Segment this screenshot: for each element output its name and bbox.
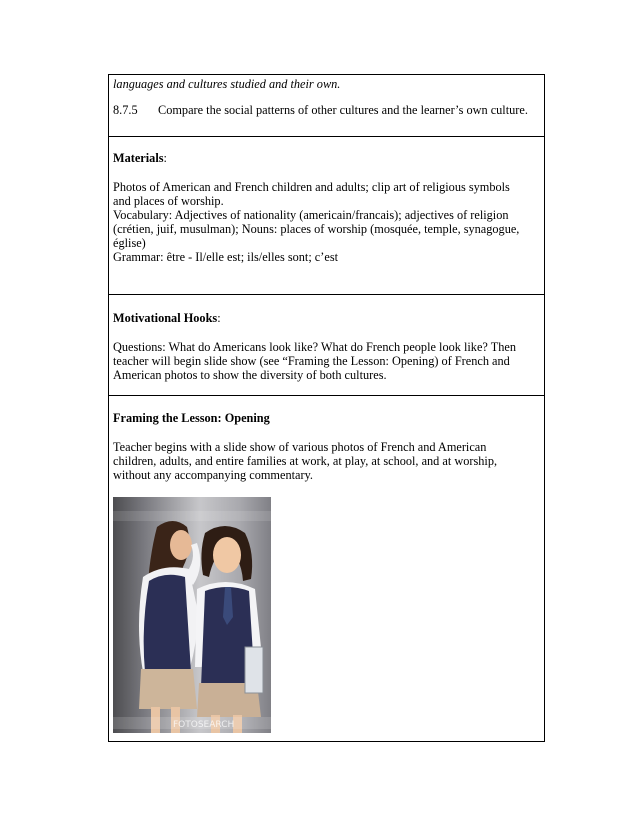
materials-heading-line — [113, 151, 167, 166]
students-photo — [113, 497, 271, 733]
hooks-line: Questions: What do Americans look like? What do French people look like? Then — [113, 340, 516, 354]
standards-text-line: languages and cultures studied and their own. — [113, 77, 341, 91]
students-illustration — [113, 497, 271, 733]
photo-watermark: FOTOSEARCH — [173, 720, 235, 730]
materials-line: Grammar: être - Il/elle est; ils/elles sont; c’est — [113, 250, 339, 264]
standard-number: 8.7.5 — [113, 103, 138, 117]
materials-colon: : — [163, 151, 167, 165]
hooks-heading: Motivational Hooks — [113, 311, 218, 325]
materials-line: (crétien, juif, musulman); Nouns: places of worship (mosquée, temple, synagogue, — [113, 222, 520, 236]
materials-line: Photos of American and French children and adults; clip art of religious symbols — [113, 180, 510, 194]
framing-heading: Framing the Lesson: Opening — [113, 411, 270, 425]
framing-line: children, adults, and entire families at work, at play, at school, and at worship, — [113, 454, 498, 468]
hooks-line: American photos to show the diversity of both cultures. — [113, 368, 387, 382]
materials-heading: Materials — [113, 151, 164, 165]
framing-line: Teacher begins with a slide show of various photos of French and American — [113, 440, 487, 454]
hooks-colon: : — [217, 311, 221, 325]
standard-text: Compare the social patterns of other cultures and the learner’s own culture. — [158, 103, 528, 117]
hooks-heading-line — [113, 311, 221, 326]
materials-line: and places of worship. — [113, 194, 224, 208]
hooks-line: teacher will begin slide show (see “Framing the Lesson: Opening) of French and — [113, 354, 510, 368]
materials-line: Vocabulary: Adjectives of nationality (americain/francais); adjectives of religion — [113, 208, 509, 222]
materials-line: église) — [113, 236, 146, 250]
framing-line: without any accompanying commentary. — [113, 468, 313, 482]
